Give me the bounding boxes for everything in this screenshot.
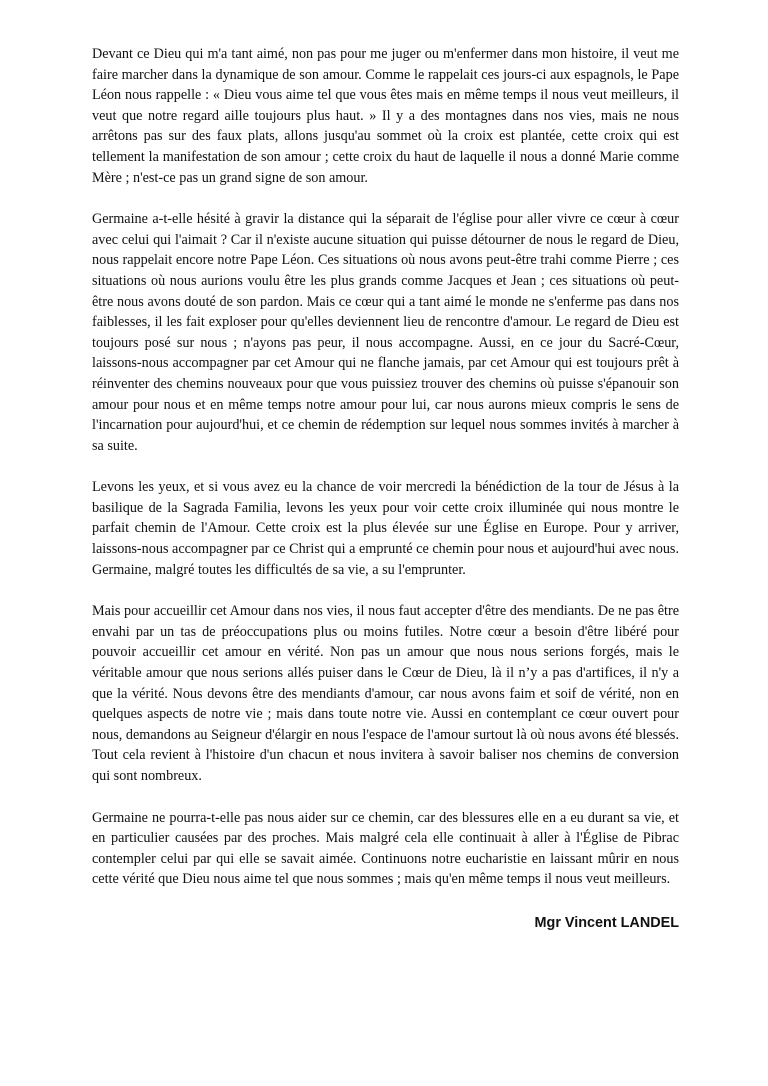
paragraph-5: Germaine ne pourra-t-elle pas nous aider sur ce chemin, car des blessures elle en a eu durant sa vie, et en particulier causées par des proches. Mais malgré cela elle continuait à aller à l'Église de Pibrac contempler celui par qui elle se savait aimée. Continuons notre eucharistie en laissant mûrir en nous cette vérité que Dieu nous aime tel que nous sommes ; mais qu'en même temps il nous veut meilleurs. <box>92 809 679 888</box>
paragraph-3: Levons les yeux, et si vous avez eu la chance de voir mercredi la bénédiction de la tour de Jésus à la basilique de la Sagrada Familia, levons les yeux pour voir cette croix illuminée qui nous montre le parfait chemin de l'Amour. Cette croix est la plus élevée sur une Église en Europe. Pour y arriver, laissons-nous accompagner par ce Christ qui a emprunté ce chemin pour nous et aujourd'hui avec nous. Germaine, malgré toutes les difficultés de sa vie, a su l'emprunter. <box>92 479 679 578</box>
paragraph-1: Devant ce Dieu qui m'a tant aimé, non pas pour me juger ou m'enfermer dans mon histoire, il veut me faire marcher dans la dynamique de son amour. Comme le rappelait ces jours-ci aux espagnols, le Pape Léon nous rappelle : « Dieu vous aime tel que vous êtes mais en même temps il nous veut meilleurs, il veut que notre regard aille toujours plus haut. » Il y a des montagnes dans nos vies, mais ne nous arrêtons pas sur des faux plats, allons jusqu'au sommet où la croix est plantée, cette croix qui est tellement la manifestation de son amour ; cette croix du haut de laquelle il nous a donné Marie comme Mère ; n'est-ce pas un grand signe de son amour. <box>92 46 679 186</box>
paragraph-2: Germaine a-t-elle hésité à gravir la distance qui la séparait de l'église pour aller vivre ce cœur à cœur avec celui qui l'aimait ? Car il n'existe aucune situation qui puisse détourner de nous le regard de Dieu, nous rappelait encore notre Pape Léon. Ces situations où nous avons peut-être trahi comme Pierre ; ces situations où nous aurions voulu être les plus grands comme Jacques et Jean ; ces situations où peut-être nous avons douté de son pardon. Mais ce cœur qui a tant aimé le monde ne s'enferme pas dans nos faiblesses, il les fait exploser pour qu'elles deviennent lieu de rencontre d'amour. Le regard de Dieu est toujours posé sur nous ; n'ayons pas peur, il nous accompagne. Aussi, en ce jour du Sacré-Cœur, laissons-nous accompagner par cet Amour qui ne flanche jamais, par cet Amour qui est toujours prêt à réinventer des chemins nouveaux pour que vous puissiez trouver des chemins où puisse s'épanouir son amour pour nous et en même temps notre amour pour lui, car nous aurons mieux compris le sens de l'incarnation pour aujourd'hui, et ce chemin de rédemption sur lequel nous sommes invités à marcher à sa suite. <box>92 211 679 454</box>
author-signature: Mgr Vincent LANDEL <box>534 914 679 931</box>
paragraph-4: Mais pour accueillir cet Amour dans nos vies, il nous faut accepter d'être des mendiants. De ne pas être envahi par un tas de préoccupations plus ou moins futiles. Notre cœur a besoin d'être libéré pour pouvoir accueillir cet amour en vérité. Non pas un amour que nous nous serions forgés, mais le véritable amour que nous serions allés puiser dans le Cœur de Dieu, là il n’y a pas d'artifices, il n'y a que la vérité. Nous devons être des mendiants d'amour, car nous avons faim et soif de vérité, non en quelques aspects de notre vie ; mais dans toute notre vie. Aussi en contemplant ce cœur ouvert pour nous, demandons au Seigneur d'élargir en nous l'espace de l'amour surtout là où nous avons été blessés. Tout cela revient à l'histoire d'un chacun et nous invitera à savoir baliser nos chemins de conversion qui sont nombreux. <box>92 603 679 784</box>
